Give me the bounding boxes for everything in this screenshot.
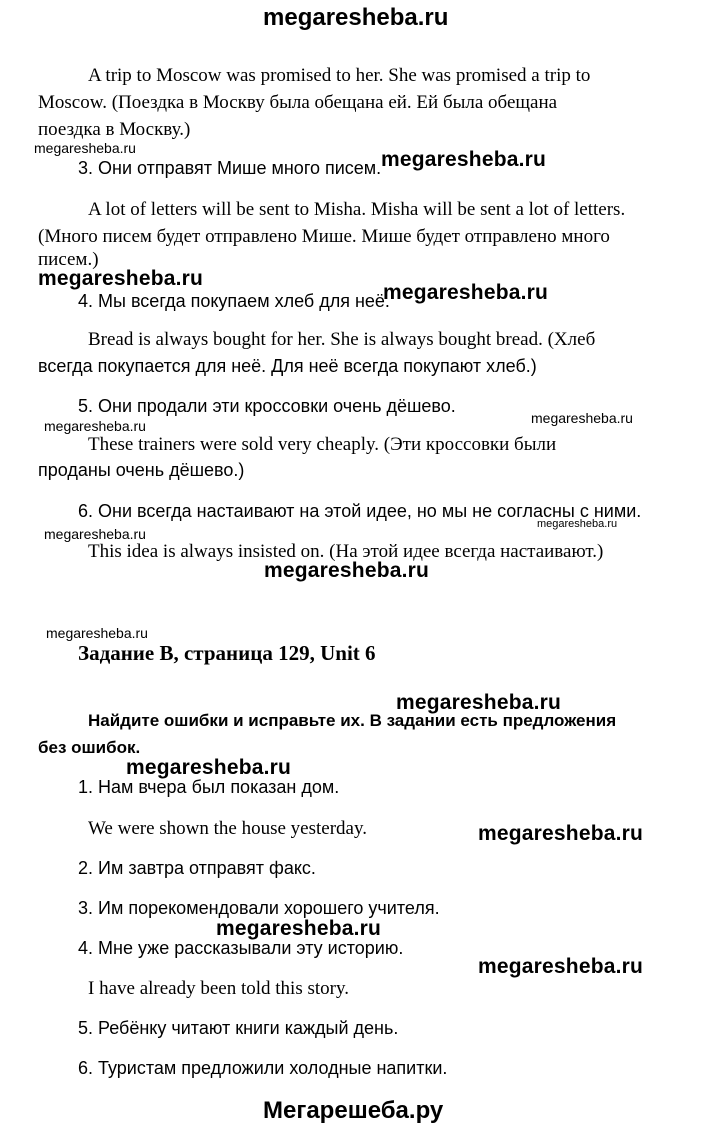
watermark: megaresheba.ru	[531, 410, 633, 426]
watermark: megaresheba.ru	[478, 955, 644, 978]
exercise-sentence: 3. Им порекомендовали хорошего учителя.	[78, 898, 440, 918]
watermark: megaresheba.ru	[46, 625, 148, 641]
text-line: A lot of letters will be sent to Misha. Misha will be sent a lot of letters.	[88, 199, 626, 220]
watermark: megaresheba.ru	[126, 756, 292, 779]
watermark: megaresheba.ru	[44, 418, 146, 434]
text-line: This idea is always insisted on. (На этой идее всегда настаивают.)	[88, 541, 604, 562]
section-title: Задание B, страница 129, Unit 6	[78, 641, 376, 665]
text-line: A trip to Moscow was promised to her. She was promised a trip to	[88, 65, 591, 86]
footer-brand: Мегарешеба.ру	[263, 1097, 444, 1124]
watermark: megaresheba.ru	[216, 917, 382, 940]
watermark: megaresheba.ru	[38, 267, 204, 290]
text-line: These trainers were sold very cheaply. (Эти кроссовки были	[88, 434, 557, 455]
watermark: megaresheba.ru	[264, 559, 430, 582]
watermark: megaresheba.ru	[396, 691, 562, 714]
text-line: писем.)	[38, 249, 99, 270]
answer-sentence: We were shown the house yesterday.	[88, 818, 367, 839]
watermark: megaresheba.ru	[34, 140, 136, 156]
watermark: megaresheba.ru	[478, 822, 644, 845]
watermark: megaresheba.ru	[537, 518, 618, 530]
exercise-sentence: 5. Они продали эти кроссовки очень дёшево.	[78, 396, 456, 416]
exercise-sentence: 4. Мне уже рассказывали эту историю.	[78, 938, 404, 958]
watermark: megaresheba.ru	[381, 148, 547, 171]
exercise-sentence: 5. Ребёнку читают книги каждый день.	[78, 1018, 399, 1038]
exercise-sentence: 2. Им завтра отправят факс.	[78, 858, 316, 878]
task-instruction: без ошибок.	[38, 738, 141, 757]
text-line: поездка в Москву.)	[38, 119, 191, 140]
site-header: megaresheba.ru	[263, 4, 449, 31]
exercise-sentence: 3. Они отправят Мише много писем.	[78, 158, 382, 178]
watermark: megaresheba.ru	[383, 281, 549, 304]
answer-sentence: I have already been told this story.	[88, 978, 349, 999]
task-instruction: Найдите ошибки и исправьте их. В задании есть предложения	[88, 711, 617, 730]
text-line: всегда покупается для неё. Для неё всегда покупают хлеб.)	[38, 356, 537, 376]
exercise-sentence: 4. Мы всегда покупаем хлеб для неё.	[78, 291, 390, 311]
text-line: (Много писем будет отправлено Мише. Мише будет отправлено много	[38, 226, 610, 247]
text-line: проданы очень дёшево.)	[38, 460, 245, 480]
exercise-sentence: 6. Туристам предложили холодные напитки.	[78, 1058, 448, 1078]
text-line: Moscow. (Поездка в Москву была обещана ей. Ей была обещана	[38, 92, 558, 113]
text-line: Bread is always bought for her. She is always bought bread. (Хлеб	[88, 329, 596, 350]
watermark: megaresheba.ru	[44, 526, 146, 542]
exercise-sentence: 6. Они всегда настаивают на этой идее, но мы не согласны с ними.	[78, 501, 642, 521]
exercise-sentence: 1. Нам вчера был показан дом.	[78, 777, 340, 797]
